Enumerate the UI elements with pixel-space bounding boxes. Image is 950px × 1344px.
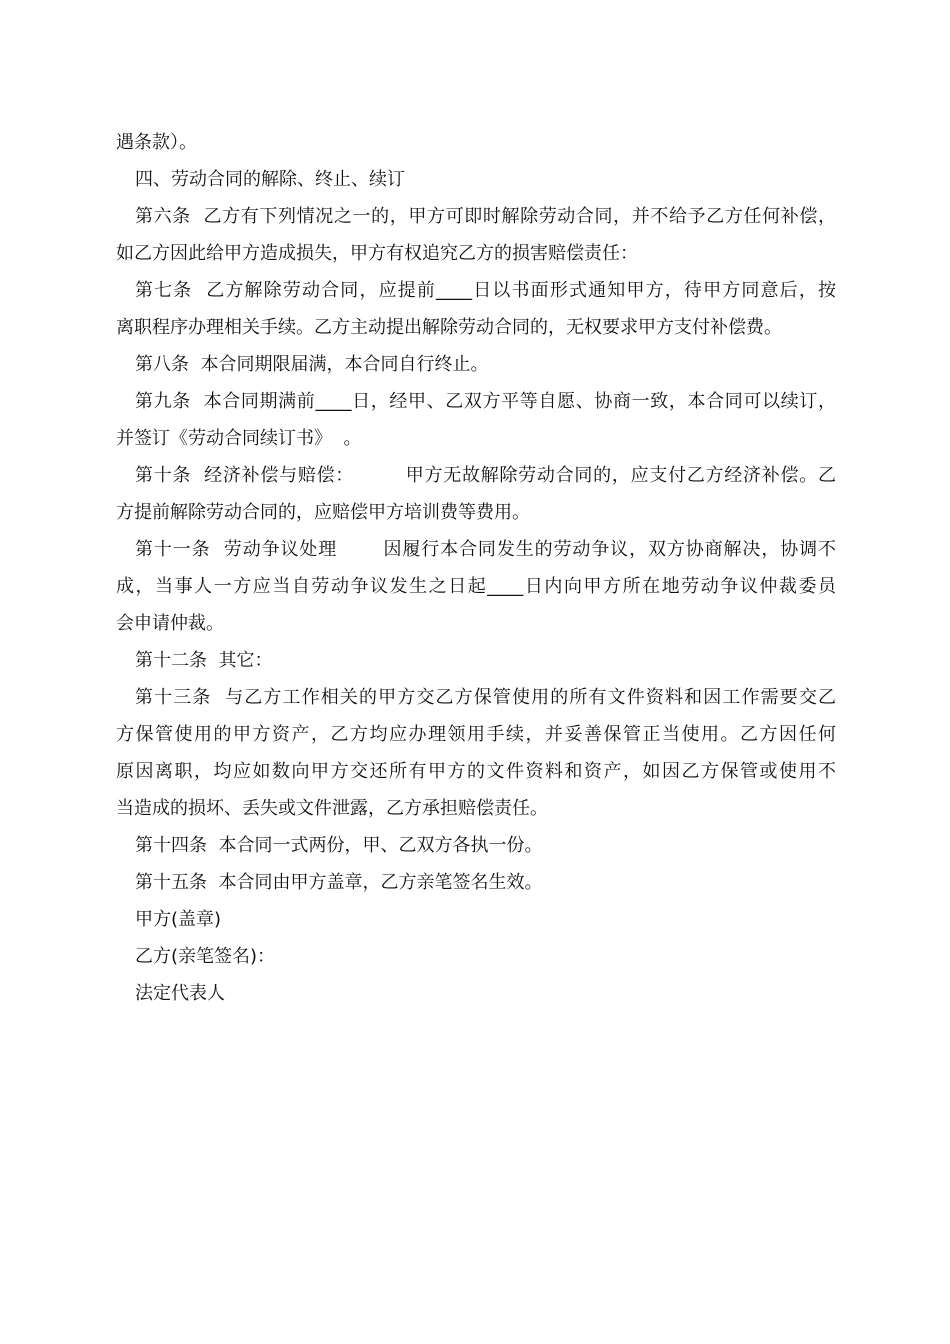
article-6-line-1: 第六条 乙方有下列情况之一的，甲方可即时解除劳动合同，并不给予乙方任何补偿， — [135, 206, 836, 227]
party-b-signature-label: 乙方(亲笔签名)： — [135, 946, 276, 967]
article-9-line-2: 并签订《劳动合同续订书》 。 — [116, 428, 362, 449]
article-9-line-1: 第九条 本合同期满前____日，经甲、乙双方平等自愿、协商一致，本合同可以续订， — [135, 391, 836, 412]
article-14: 第十四条 本合同一式两份，甲、乙双方各执一份。 — [135, 835, 543, 856]
article-10-line-2: 方提前解除劳动合同的，应赔偿甲方培训费等费用。 — [116, 502, 530, 523]
party-a-seal-label: 甲方(盖章) — [135, 909, 222, 930]
article-7-line-2: 离职程序办理相关手续。乙方主动提出解除劳动合同的，无权要求甲方支付补偿费。 — [116, 317, 782, 338]
article-12: 第十二条 其它： — [135, 650, 273, 671]
article-15: 第十五条 本合同由甲方盖章，乙方亲笔签名生效。 — [135, 872, 543, 893]
contract-text — [116, 124, 836, 1012]
article-11-line-1: 第十一条 劳动争议处理 因履行本合同发生的劳动争议，双方协商解决，协调不 — [135, 539, 836, 560]
article-6-line-2: 如乙方因此给甲方造成损失，甲方有权追究乙方的损害赔偿责任： — [116, 243, 638, 264]
article-7-line-1: 第七条 乙方解除劳动合同，应提前____日以书面形式通知甲方，待甲方同意后，按 — [135, 280, 836, 301]
article-8: 第八条 本合同期限届满，本合同自行终止。 — [135, 354, 489, 375]
article-13-line-2: 方保管使用的甲方资产，乙方均应办理领用手续，并妥善保管正当使用。乙方因任何 — [116, 724, 836, 745]
article-11-line-3: 会申请仲裁。 — [116, 613, 224, 634]
section-heading-4: 四、劳动合同的解除、终止、续订 — [135, 169, 405, 190]
legal-representative-label: 法定代表人 — [135, 983, 225, 1004]
text-line-cont: 遇条款）。 — [116, 132, 197, 153]
article-11-line-2: 成，当事人一方应当自劳动争议发生之日起____日内向甲方所在地劳动争议仲裁委员 — [116, 576, 836, 597]
article-13-line-4: 当造成的损坏、丢失或文件泄露，乙方承担赔偿责任。 — [116, 798, 548, 819]
article-13-line-3: 原因离职，均应如数向甲方交还所有甲方的文件资料和资产，如因乙方保管或使用不 — [116, 761, 836, 782]
article-13-line-1: 第十三条 与乙方工作相关的甲方交乙方保管使用的所有文件资料和因工作需要交乙 — [135, 687, 836, 708]
article-10-line-1: 第十条 经济补偿与赔偿： 甲方无故解除劳动合同的，应支付乙方经济补偿。乙 — [135, 465, 836, 486]
